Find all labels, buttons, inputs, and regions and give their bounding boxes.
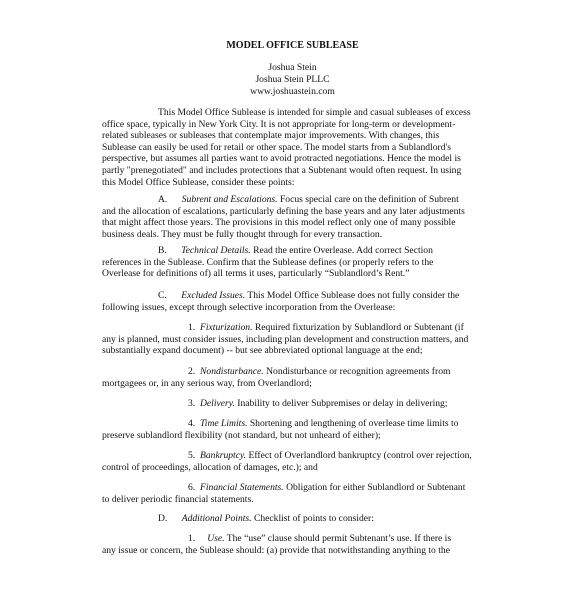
subitem-text: Effect of Overlandlord bankruptcy (control over rejection, xyxy=(246,450,472,461)
subitem-marker: 2. xyxy=(188,366,196,377)
item-c xyxy=(102,290,480,313)
subitem-heading: Financial Statements. xyxy=(200,482,284,493)
subitem-5 xyxy=(102,450,480,473)
author-firm: Joshua Stein PLLC xyxy=(255,74,330,85)
subitem-6 xyxy=(102,482,480,505)
item-marker: B. xyxy=(158,245,167,256)
intro-line: partly "prenegotiated" and includes protections that a Subtenant would often request. In using xyxy=(102,164,462,176)
subitem-text: Obligation for either Sublandlord or Subtenant xyxy=(283,482,466,493)
subitem-text: any issue or concern, the Sublease should: (a) provide that notwithstanding anything to the xyxy=(102,544,450,556)
subitem-text: Nondisturbance or recognition agreements from xyxy=(263,366,451,377)
item-a xyxy=(102,194,480,240)
subitem-heading: Nondisturbance. xyxy=(200,366,264,377)
document-title: MODEL OFFICE SUBLEASE xyxy=(226,40,359,51)
subitem-marker: 4. xyxy=(188,418,196,429)
item-d-subitem-1 xyxy=(102,533,480,556)
item-text: This Model Office Sublease does not fully consider the xyxy=(245,290,460,301)
item-heading: Excluded Issues. xyxy=(181,290,246,301)
item-text: references in the Sublease. Confirm that the Sublease defines (or properly refers to the xyxy=(102,256,434,268)
intro-paragraph xyxy=(102,107,480,188)
item-marker: D. xyxy=(158,513,168,524)
item-text: Focus special care on the definition of Subrent xyxy=(277,194,459,205)
subitem-text: preserve sublandlord flexibility (not standard, but not unheard of either); xyxy=(102,429,381,441)
subitem-text: Inability to deliver Subpremises or delay in delivering; xyxy=(234,398,448,409)
intro-line: perspective, but assumes all parties want to avoid protracted negotiations. Hence the model is xyxy=(102,153,461,165)
item-text: that might affect those years. The provisions in this model reflect only one of many possible xyxy=(102,217,456,229)
author-name: Joshua Stein xyxy=(268,62,317,73)
subitem-heading: Fixturization. xyxy=(200,322,253,333)
subitem-heading: Delivery. xyxy=(200,398,235,409)
subitem-heading: Time Limits. xyxy=(200,418,248,429)
intro-line: office space, typically in New York City. It is not appropriate for long-term or development- xyxy=(102,118,456,130)
intro-line: This Model Office Sublease is intended for simple and casual subleases of excess xyxy=(158,107,471,118)
subitem-marker: 1. xyxy=(188,322,196,333)
subitem-text: Required fixturization by Sublandlord or Subtenant (if xyxy=(252,322,464,333)
subitem-heading: Use. xyxy=(207,533,225,544)
subitem-text: any is planned, must consider issues, including plan development and construction matters, and xyxy=(102,333,469,345)
item-text: following issues, except through selective incorporation from the Overlease: xyxy=(102,301,396,313)
item-b xyxy=(102,245,480,280)
subitem-text: control of proceedings, allocation of damages, etc.); and xyxy=(102,461,318,473)
item-text: Read the entire Overlease. Add correct Section xyxy=(250,245,433,256)
subitem-text: mortgagees or, in any serious way, from Overlandlord; xyxy=(102,377,312,389)
subitem-marker: 1. xyxy=(188,533,196,544)
subitem-marker: 5. xyxy=(188,450,196,461)
subitem-text: Shortening and lengthening of overlease time limits to xyxy=(247,418,459,429)
subitem-text: to deliver periodic financial statements. xyxy=(102,493,254,505)
intro-line: this Model Office Sublease, consider these points: xyxy=(102,176,295,188)
intro-line: related subleases or subleases that contemplate major improvements. With changes, this xyxy=(102,130,440,142)
item-text: and the allocation of escalations, particularly defining the base years and any later adjustments xyxy=(102,205,465,217)
item-text: Overlease for definitions of) all terms it uses, particularly “Sublandlord’s Rent.” xyxy=(102,268,410,280)
item-marker: C. xyxy=(158,290,167,301)
subitem-3 xyxy=(102,398,480,410)
subitem-heading: Bankruptcy. xyxy=(200,450,247,461)
subitem-2 xyxy=(102,366,480,389)
item-heading: Technical Details. xyxy=(181,245,251,256)
item-heading: Additional Points. xyxy=(181,513,252,524)
author-website: www.joshuastein.com xyxy=(250,86,335,97)
item-text: Checklist of points to consider: xyxy=(251,513,374,524)
subitem-4 xyxy=(102,418,480,441)
item-marker: A. xyxy=(158,194,168,205)
intro-line: Sublease can easily be used for retail or other space. The model starts from a Sublandlord's xyxy=(102,141,451,153)
subitem-text: The “use” clause should permit Subtenant’s use. If there is xyxy=(224,533,452,544)
item-heading: Subrent and Escalations. xyxy=(181,194,278,205)
item-d xyxy=(102,513,480,525)
subitem-text: substantially expand document) -- but see abbreviated optional language at the end; xyxy=(102,345,423,357)
subitem-marker: 3. xyxy=(188,398,196,409)
subitem-1 xyxy=(102,322,480,357)
subitem-marker: 6. xyxy=(188,482,196,493)
item-text: business deals. They must be fully thought through for every transaction. xyxy=(102,228,383,240)
